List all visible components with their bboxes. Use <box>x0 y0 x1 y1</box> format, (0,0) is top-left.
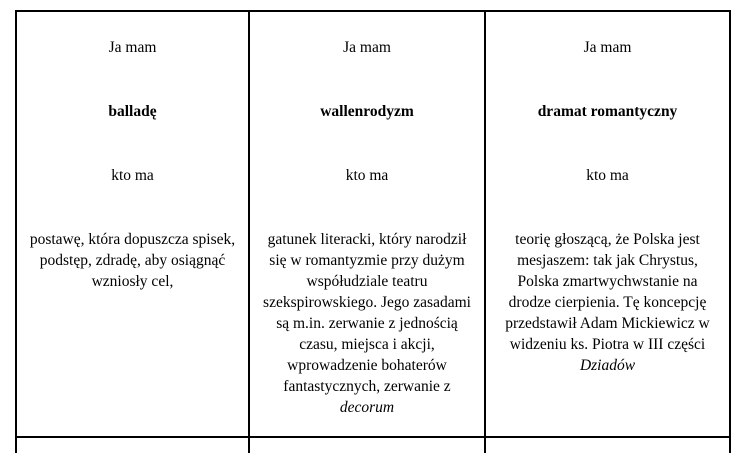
card-2-term: wallenrodyzm <box>320 103 414 120</box>
card-1-definition-text: postawę, która dopuszcza spisek, podstęp, zdradę, aby osiągnąć wzniosły cel, <box>29 231 236 290</box>
card-1 <box>17 12 248 436</box>
table-border-right <box>729 10 731 453</box>
card-1-intro: Ja mam <box>108 39 157 56</box>
table-row-divider <box>15 436 731 438</box>
card-3-definition-italic: Dziadów <box>579 357 636 374</box>
card-3-intro: Ja mam <box>583 39 632 56</box>
card-3-question: kto ma <box>586 167 629 184</box>
card-1-question: kto ma <box>111 167 154 184</box>
card-3-definition-text: teorię głoszącą, że Polska jest mesjaszem: tak jak Chrystus, Polska zmartwychwstanie na drodze cierpienia. Tę koncepcję przedstawił Adam Mickiewicz w widzeniu ks. Piotra w III części <box>505 231 710 353</box>
card-3-definition <box>486 229 729 376</box>
card-2-question: kto ma <box>345 167 389 184</box>
card-2-definition-text: gatunek literacki, który narodził się w romantyzmie przy dużym współudziale teatru szekspirowskiego. Jego zasadami są m.in. zerwanie z jednością czasu, miejsca i akcji, wprowadzenie bohaterów fantastycznych, zerwanie z <box>263 231 471 395</box>
card-2-definition-italic: decorum <box>339 399 395 416</box>
card-2-intro: Ja mam <box>343 39 391 56</box>
card-table <box>15 10 731 453</box>
card-3-term: dramat romantyczny <box>537 103 678 120</box>
card-2-definition <box>250 229 484 418</box>
card-2 <box>250 12 484 436</box>
card-1-term: balladę <box>108 103 157 120</box>
card-1-definition <box>17 229 248 292</box>
card-3 <box>486 12 729 436</box>
